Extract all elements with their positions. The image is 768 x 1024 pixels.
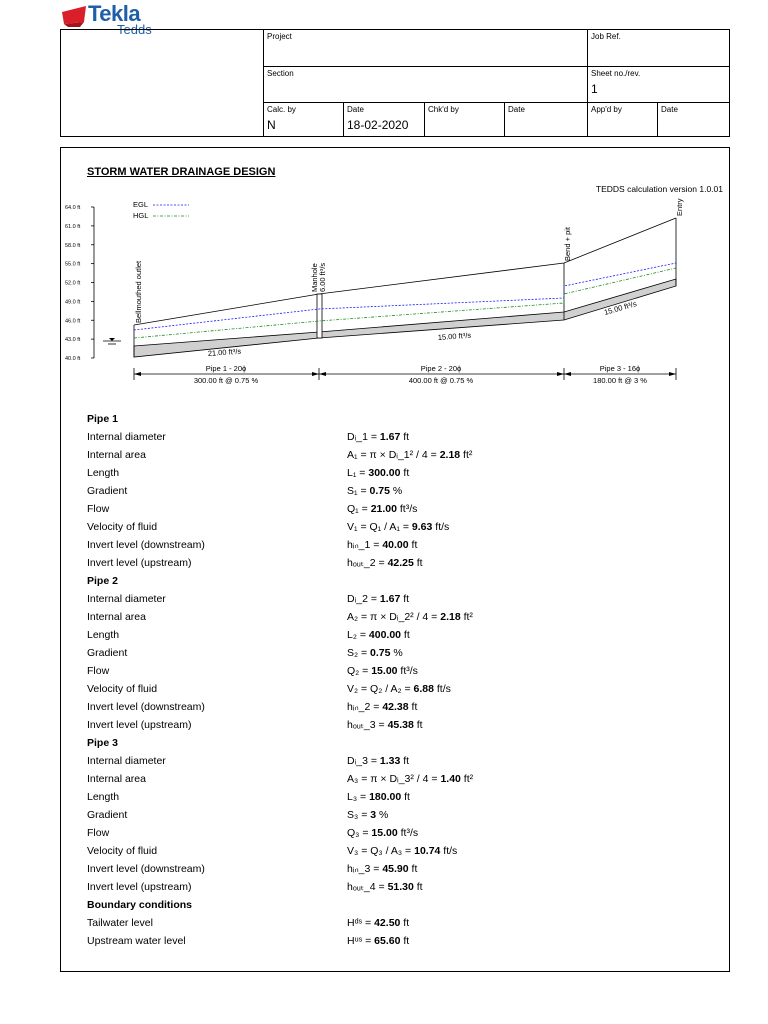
- jobref-cell: [587, 30, 730, 66]
- calc-row-value: A₂ = π × Dᵢ_2² / 4 = 2.18 ft²: [347, 611, 473, 623]
- calc-row: [87, 824, 687, 842]
- calc-row: [87, 608, 687, 626]
- page-title: STORM WATER DRAINAGE DESIGN: [87, 166, 276, 178]
- calc-row-label: Invert level (downstream): [87, 539, 205, 551]
- sheet-label: Sheet no./rev.: [591, 69, 641, 78]
- calc-row-value: A₃ = π × Dᵢ_3² / 4 = 1.40 ft²: [347, 773, 474, 785]
- chkd-cell: [424, 102, 504, 137]
- calc-row-value: Q₁ = 21.00 ft³/s: [347, 503, 418, 515]
- y-tick-label: 43.0 ft: [65, 337, 81, 344]
- calc-row-label: Internal diameter: [87, 593, 166, 605]
- egl-line: [134, 263, 676, 330]
- calc-row: [87, 554, 687, 572]
- calc-row-value: Hᵈˢ = 42.50 ft: [347, 917, 410, 929]
- calc-row-label: Internal diameter: [87, 755, 166, 767]
- calc-row-value: L₁ = 300.00 ft: [347, 467, 410, 479]
- calc-row: [87, 770, 687, 788]
- calc-row-value: L₂ = 400.00 ft: [347, 629, 410, 641]
- calc-row-value: Hᵘˢ = 65.60 ft: [347, 935, 410, 947]
- calc-row: [87, 806, 687, 824]
- calc-row-label: Invert level (downstream): [87, 701, 205, 713]
- sheet-cell: [587, 66, 730, 102]
- date-cell: [343, 102, 424, 137]
- calc-row: [87, 428, 687, 446]
- pipe-body: [134, 279, 676, 357]
- date3-cell: [657, 102, 730, 137]
- y-tick-label: 46.0 ft: [65, 318, 81, 325]
- calc-row: [87, 680, 687, 698]
- calc-row-label: Length: [87, 791, 120, 803]
- calc-row: [87, 590, 687, 608]
- y-tick-label: 55.0 ft: [65, 261, 81, 268]
- calcby-value: N: [267, 118, 276, 132]
- calc-row-label: Gradient: [87, 647, 128, 659]
- pipe1-flow-label: 21.00 ft³/s: [207, 346, 242, 358]
- calcby-label: Calc. by: [267, 105, 296, 114]
- calc-row-label: Flow: [87, 665, 110, 677]
- manhole-node: [317, 294, 322, 338]
- calc-row-value: A₁ = π × Dᵢ_1² / 4 = 2.18 ft²: [347, 449, 473, 461]
- calc-row-label: Tailwater level: [87, 917, 153, 929]
- calc-sheet: [60, 147, 730, 972]
- logo-brand: Tekla: [88, 1, 141, 26]
- date3-label: Date: [661, 105, 678, 114]
- entry-label: Entry: [675, 198, 684, 216]
- date-value: 18-02-2020: [347, 118, 409, 132]
- calc-row-value: hₒᵤₜ_3 = 45.38 ft: [347, 719, 423, 731]
- calc-row-value: S₂ = 0.75 %: [347, 647, 403, 659]
- manhole-label: Manhole: [310, 263, 319, 292]
- drainage-profile-diagram: [61, 188, 729, 398]
- tekla-logo-icon: [60, 4, 90, 28]
- legend: [133, 200, 189, 220]
- calc-row-label: Invert level (downstream): [87, 863, 205, 875]
- calc-row-label: Length: [87, 629, 120, 641]
- pipe2-name: Pipe 2 - 20ϕ: [420, 364, 462, 373]
- calc-row-value: hᵢₙ_3 = 45.90 ft: [347, 863, 418, 875]
- section-heading: Pipe 1: [87, 413, 118, 425]
- y-tick-label: 52.0 ft: [65, 280, 81, 287]
- calc-row-label: Velocity of fluid: [87, 683, 158, 695]
- y-tick-label: 64.0 ft: [65, 205, 81, 211]
- tailwater-symbol: [103, 338, 121, 344]
- pipe3-name: Pipe 3 - 16ϕ: [599, 364, 641, 373]
- calc-row: [87, 536, 687, 554]
- calc-row-value: hᵢₙ_2 = 42.38 ft: [347, 701, 418, 713]
- calc-row-value: hₒᵤₜ_2 = 42.25 ft: [347, 557, 423, 569]
- calculation-list: [87, 410, 687, 950]
- legend-egl-label: EGL: [133, 200, 149, 209]
- y-axis: [65, 205, 94, 362]
- section-heading: Pipe 2: [87, 575, 118, 587]
- calc-row-label: Internal area: [87, 611, 146, 623]
- pipe2-flow-label: 15.00 ft³/s: [437, 330, 472, 342]
- logo-product: Tedds: [117, 22, 152, 37]
- chkd-label: Chk'd by: [428, 105, 459, 114]
- pipe2-dim: 400.00 ft @ 0.75 %: [408, 376, 474, 385]
- calc-row-value: Dᵢ_2 = 1.67 ft: [347, 593, 410, 605]
- calc-row-label: Flow: [87, 827, 110, 839]
- calc-row-label: Gradient: [87, 809, 128, 821]
- section-label: Section: [267, 69, 294, 78]
- y-tick-label: 49.0 ft: [65, 299, 81, 306]
- calc-row-value: V₁ = Q₁ / A₁ = 9.63 ft/s: [347, 521, 450, 533]
- calc-row-value: Dᵢ_3 = 1.33 ft: [347, 755, 410, 767]
- calc-row: [87, 860, 687, 878]
- version-text: TEDDS calculation version 1.0.01: [595, 184, 723, 194]
- calc-row: [87, 446, 687, 464]
- header-table: [60, 29, 730, 137]
- sheet-value: 1: [591, 82, 598, 96]
- section-cell: [263, 66, 587, 102]
- y-tick-label: 40.0 ft: [65, 356, 81, 362]
- calc-row-label: Internal area: [87, 773, 146, 785]
- calc-row: [87, 842, 687, 860]
- calc-row-label: Upstream water level: [87, 935, 186, 947]
- date2-label: Date: [508, 105, 525, 114]
- section-heading: Boundary conditions: [87, 899, 192, 911]
- calc-row-value: Q₃ = 15.00 ft³/s: [347, 827, 419, 839]
- calc-row: [87, 878, 687, 896]
- calc-row: [87, 464, 687, 482]
- legend-hgl-label: HGL: [133, 211, 149, 220]
- calc-row: [87, 932, 687, 950]
- calc-row: [87, 626, 687, 644]
- calc-row: [87, 518, 687, 536]
- calc-row: [87, 500, 687, 518]
- calc-row-label: Velocity of fluid: [87, 521, 158, 533]
- calc-row: [87, 752, 687, 770]
- calc-row-label: Velocity of fluid: [87, 845, 158, 857]
- calc-row: [87, 914, 687, 932]
- calc-row: [87, 698, 687, 716]
- pipe3-flow-label: 15.00 ft³/s: [603, 299, 638, 317]
- calc-row: [87, 482, 687, 500]
- pipe3-dim: 180.00 ft @ 3 %: [593, 376, 647, 385]
- y-tick-label: 58.0 ft: [65, 242, 81, 249]
- calc-row-value: hᵢₙ_1 = 40.00 ft: [347, 539, 418, 551]
- pipe1-dim: 300.00 ft @ 0.75 %: [193, 376, 259, 385]
- calc-row-value: Dᵢ_1 = 1.67 ft: [347, 431, 410, 443]
- appd-label: App'd by: [591, 105, 622, 114]
- section-heading: Pipe 3: [87, 737, 118, 749]
- calc-row-value: hₒᵤₜ_4 = 51.30 ft: [347, 881, 423, 893]
- appd-cell: [587, 102, 657, 137]
- calc-row-label: Invert level (upstream): [87, 881, 192, 893]
- date2-cell: [504, 102, 587, 137]
- y-tick-label: 61.0 ft: [65, 223, 81, 230]
- calcby-cell: [263, 102, 343, 137]
- calc-row-label: Internal diameter: [87, 431, 166, 443]
- calc-row-value: V₃ = Q₃ / A₃ = 10.74 ft/s: [347, 845, 458, 857]
- calc-row-label: Internal area: [87, 449, 146, 461]
- calc-row: [87, 788, 687, 806]
- bend-label: Bend + pit: [563, 227, 572, 261]
- calc-row-label: Invert level (upstream): [87, 719, 192, 731]
- calc-row: [87, 662, 687, 680]
- jobref-label: Job Ref.: [591, 32, 621, 41]
- date-label: Date: [347, 105, 364, 114]
- calc-row: [87, 644, 687, 662]
- manhole-flow-label: 6.00 ft³/s: [318, 262, 327, 292]
- calc-row-label: Gradient: [87, 485, 128, 497]
- calc-row-value: Q₂ = 15.00 ft³/s: [347, 665, 418, 677]
- calc-row-label: Length: [87, 467, 120, 479]
- outlet-label: Bellmouthed outlet: [134, 260, 143, 323]
- calc-row-value: L₃ = 180.00 ft: [347, 791, 410, 803]
- calc-row-value: S₃ = 3 %: [347, 809, 389, 821]
- calc-row-label: Invert level (upstream): [87, 557, 192, 569]
- project-cell: [263, 30, 587, 66]
- calc-row-label: Flow: [87, 503, 110, 515]
- calc-row-value: V₂ = Q₂ / A₂ = 6.88 ft/s: [347, 683, 451, 695]
- calc-row-value: S₁ = 0.75 %: [347, 485, 403, 497]
- project-label: Project: [267, 32, 292, 41]
- pipe1-name: Pipe 1 - 20ϕ: [205, 364, 247, 373]
- calc-row: [87, 716, 687, 734]
